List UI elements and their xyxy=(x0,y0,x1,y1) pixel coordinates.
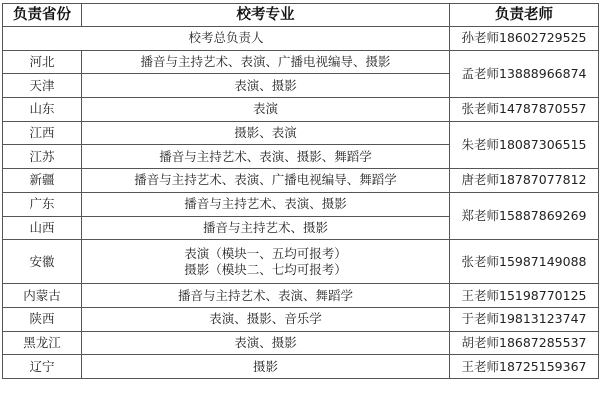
province-cell: 新疆 xyxy=(3,169,82,193)
major-cell: 表演、摄影 xyxy=(82,74,450,98)
major-multiline xyxy=(184,246,347,278)
table-header-row xyxy=(3,4,599,27)
major-cell: 播音与主持艺术、表演、广播电视编导、摄影 xyxy=(82,50,450,74)
table-row xyxy=(3,192,599,216)
overall-row xyxy=(3,27,599,51)
major-cell: 表演、摄影、音乐学 xyxy=(82,307,450,331)
teacher-cell: 于老师19813123747 xyxy=(450,307,599,331)
teacher-cell: 孟老师13888966874 xyxy=(450,50,599,97)
overall-label: 校考总负责人 xyxy=(3,27,450,51)
contact-table-container xyxy=(2,3,598,379)
province-cell: 江西 xyxy=(3,121,82,145)
table-row xyxy=(3,331,599,355)
province-cell: 辽宁 xyxy=(3,355,82,379)
province-cell: 山西 xyxy=(3,216,82,240)
teacher-cell: 王老师18725159367 xyxy=(450,355,599,379)
teacher-cell: 唐老师18787077812 xyxy=(450,169,599,193)
major-cell: 播音与主持艺术、表演、摄影 xyxy=(82,192,450,216)
table-row xyxy=(3,307,599,331)
major-cell xyxy=(82,240,450,284)
major-cell: 摄影、表演 xyxy=(82,121,450,145)
major-line: 表演（模块一、五均可报考） xyxy=(184,245,347,261)
table-row xyxy=(3,284,599,308)
major-cell: 表演、摄影 xyxy=(82,331,450,355)
table-row xyxy=(3,355,599,379)
contact-table xyxy=(2,3,599,379)
province-cell: 陕西 xyxy=(3,307,82,331)
major-cell: 播音与主持艺术、表演、摄影、舞蹈学 xyxy=(82,145,450,169)
major-cell: 播音与主持艺术、摄影 xyxy=(82,216,450,240)
overall-teacher: 孙老师18602729525 xyxy=(450,27,599,51)
province-cell: 广东 xyxy=(3,192,82,216)
table-row xyxy=(3,240,599,284)
major-cell: 播音与主持艺术、表演、广播电视编导、舞蹈学 xyxy=(82,169,450,193)
table-row xyxy=(3,50,599,74)
major-cell: 播音与主持艺术、表演、舞蹈学 xyxy=(82,284,450,308)
teacher-cell: 郑老师15887869269 xyxy=(450,192,599,239)
province-cell: 天津 xyxy=(3,74,82,98)
table-row xyxy=(3,121,599,145)
teacher-cell: 王老师15198770125 xyxy=(450,284,599,308)
teacher-cell: 张老师14787870557 xyxy=(450,98,599,122)
major-cell: 表演 xyxy=(82,98,450,122)
header-teacher: 负责老师 xyxy=(450,4,599,27)
major-cell: 摄影 xyxy=(82,355,450,379)
teacher-cell: 张老师15987149088 xyxy=(450,240,599,284)
province-cell: 江苏 xyxy=(3,145,82,169)
table-row xyxy=(3,98,599,122)
province-cell: 河北 xyxy=(3,50,82,74)
teacher-cell: 胡老师18687285537 xyxy=(450,331,599,355)
province-cell: 内蒙古 xyxy=(3,284,82,308)
header-major: 校考专业 xyxy=(82,4,450,27)
province-cell: 安徽 xyxy=(3,240,82,284)
major-line: 摄影（模块二、七均可报考） xyxy=(184,261,347,277)
teacher-cell: 朱老师18087306515 xyxy=(450,121,599,168)
header-province: 负责省份 xyxy=(3,4,82,27)
table-row xyxy=(3,169,599,193)
province-cell: 黑龙江 xyxy=(3,331,82,355)
province-cell: 山东 xyxy=(3,98,82,122)
